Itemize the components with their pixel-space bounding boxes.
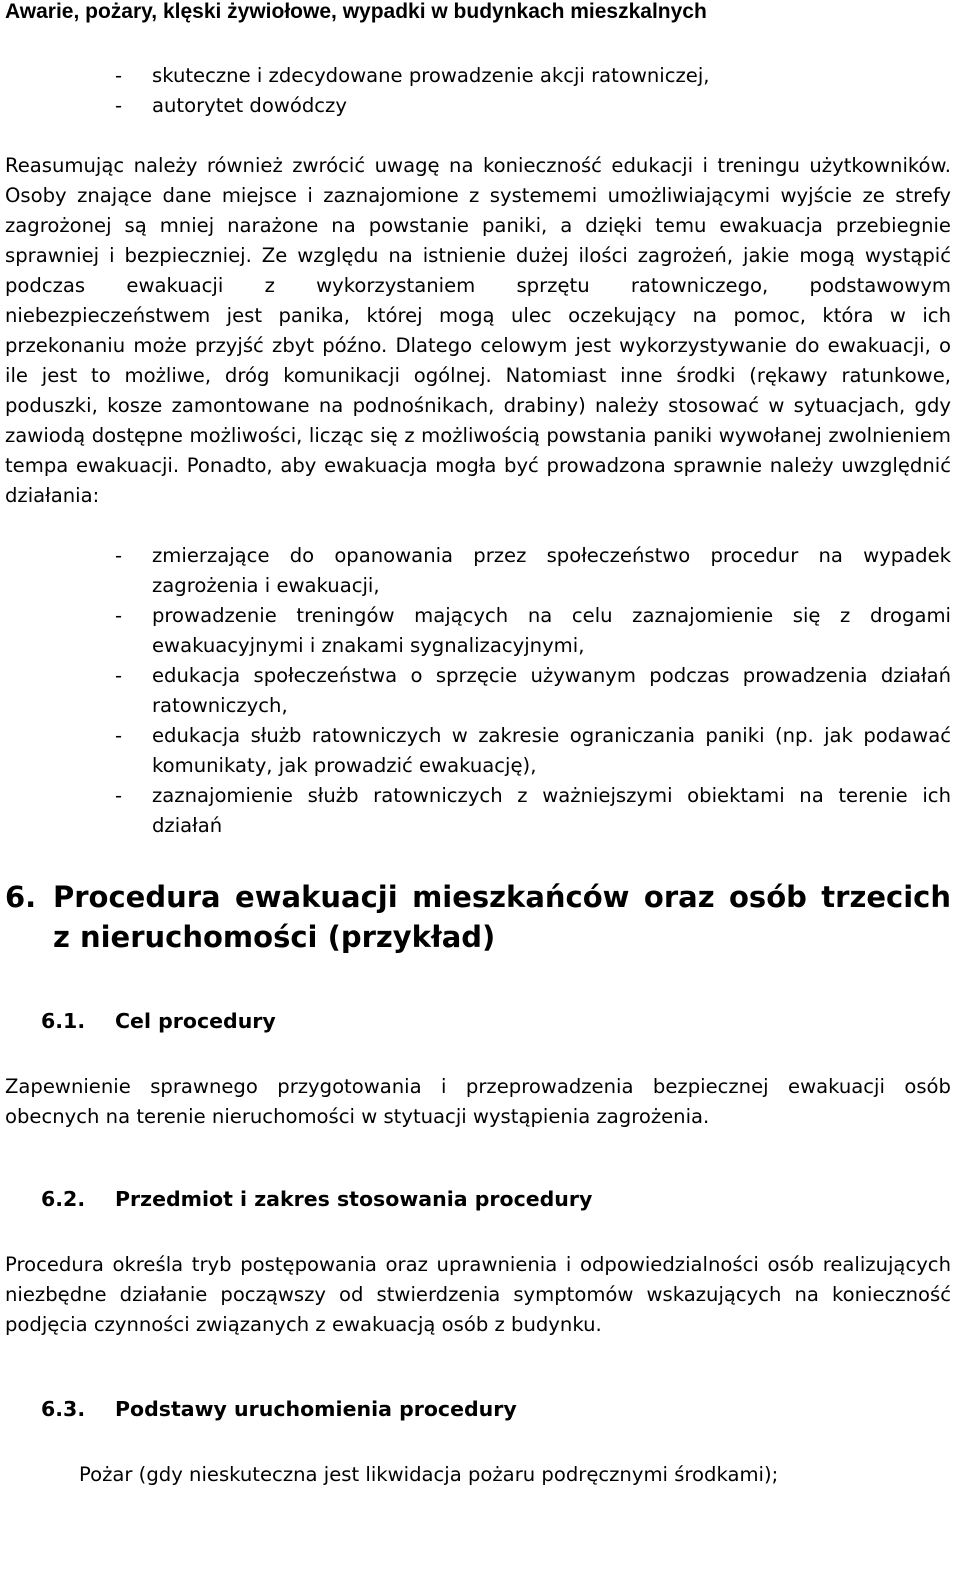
running-header: Awarie, pożary, klęski żywiołowe, wypadki w budynkach mieszkalnych <box>5 0 707 23</box>
list-item <box>5 601 951 661</box>
section-title-text: Procedura ewakuacji mieszkańców oraz osób trzecich z nieruchomości (przykład) <box>53 880 951 954</box>
subsection-paragraph: Pożar (gdy nieskuteczna jest likwidacja pożaru podręcznymi środkami); <box>79 1463 779 1486</box>
subsection-title-text: Cel procedury <box>115 1009 276 1033</box>
subsection-paragraph: Zapewnienie sprawnego przygotowania i przeprowadzenia bezpiecznej ewakuacji osób obecnych na terenie nieruchomości w stytuacji wystąpienia zagrożenia. <box>5 1075 951 1128</box>
bullet-dash: - <box>115 64 123 87</box>
bullet-dash: - <box>115 784 123 807</box>
subsection-number: 6.2. <box>41 1187 86 1211</box>
action-bullet-list <box>5 541 951 841</box>
subsection-title-text: Podstawy uruchomienia procedury <box>115 1397 517 1421</box>
list-item <box>5 721 951 781</box>
intro-bullet-list <box>5 61 951 121</box>
summary-paragraph: Reasumując należy również zwrócić uwagę na konieczność edukacji i treningu użytkowników. Osoby znające dane miejsce i zaznajomione z systememi umożliwiającymi wyjście ze strefy zagrożonej są mniej narażone na powstanie paniki, a dzięki temu ewakuacja przebiegnie sprawniej i bezpieczniej. Ze względu na istnienie dużej ilości zagrożeń, jakie mogą wystąpić podczas ewakuacji z wykorzystaniem sprzętu ratowniczego, podstawowym niebezpieczeństwem jest panika, której mogą ulec oczekujący na pomoc, która w ich przekonaniu może przyjść zbyt późno. Dlatego celowym jest wykorzystywanie do ewakuacji, o ile jest to możliwe, dróg komunikacji ogólnej. Natomiast inne środki (rękawy ratunkowe, poduszki, kosze zamontowane na podnośnikach, drabiny) należy stosować w sytuacjach, gdy zawiodą dostępne możliwości, licząc się z możliwością powstania paniki wywołanej zwolnieniem tempa ewakuacji. Ponadto, aby ewakuacja mogła być prowadzona sprawnie należy uwzględnić działania: <box>5 154 951 507</box>
list-item <box>5 91 951 121</box>
list-item-text: zaznajomienie służb ratowniczych z ważniejszymi obiektami na terenie ich działań <box>152 784 951 837</box>
list-item-text: edukacja służb ratowniczych w zakresie ograniczania paniki (np. jak podawać komunikaty, jak prowadzić ewakuację), <box>152 724 951 777</box>
list-item <box>5 61 951 91</box>
bullet-dash: - <box>115 724 123 747</box>
bullet-dash: - <box>115 94 123 117</box>
subsection-heading <box>5 1006 951 1036</box>
list-item-text: prowadzenie treningów mających na celu zaznajomienie się z drogami ewakuacyjnymi i znakami sygnalizacyjnymi, <box>152 604 951 657</box>
subsection-heading <box>5 1394 951 1424</box>
list-item-text: skuteczne i zdecydowane prowadzenie akcji ratowniczej, <box>152 64 710 87</box>
bullet-dash: - <box>115 604 123 627</box>
list-item <box>5 781 951 841</box>
bullet-dash: - <box>115 664 123 687</box>
list-item <box>5 541 951 601</box>
document-page <box>5 0 951 1490</box>
subsection-number: 6.1. <box>41 1009 86 1033</box>
list-item <box>5 661 951 721</box>
section-number: 6. <box>5 880 37 914</box>
subsection-paragraph: Procedura określa tryb postępowania oraz uprawnienia i odpowiedzialności osób realizujących niezbędne działanie począwszy od stwierdzenia symptomów wskazujących na konieczność podjęcia czynności związanych z ewakuacją osób z budynku. <box>5 1253 951 1336</box>
section-heading <box>5 877 951 957</box>
subsection-title-text: Przedmiot i zakres stosowania procedury <box>115 1187 593 1211</box>
subsection-number: 6.3. <box>41 1397 86 1421</box>
list-item-text: zmierzające do opanowania przez społeczeństwo procedur na wypadek zagrożenia i ewakuacji, <box>152 544 951 597</box>
bullet-dash: - <box>115 544 123 567</box>
list-item-text: autorytet dowódczy <box>152 94 347 117</box>
list-item-text: edukacja społeczeństwa o sprzęcie używanym podczas prowadzenia działań ratowniczych, <box>152 664 951 717</box>
subsection-heading <box>5 1184 951 1214</box>
